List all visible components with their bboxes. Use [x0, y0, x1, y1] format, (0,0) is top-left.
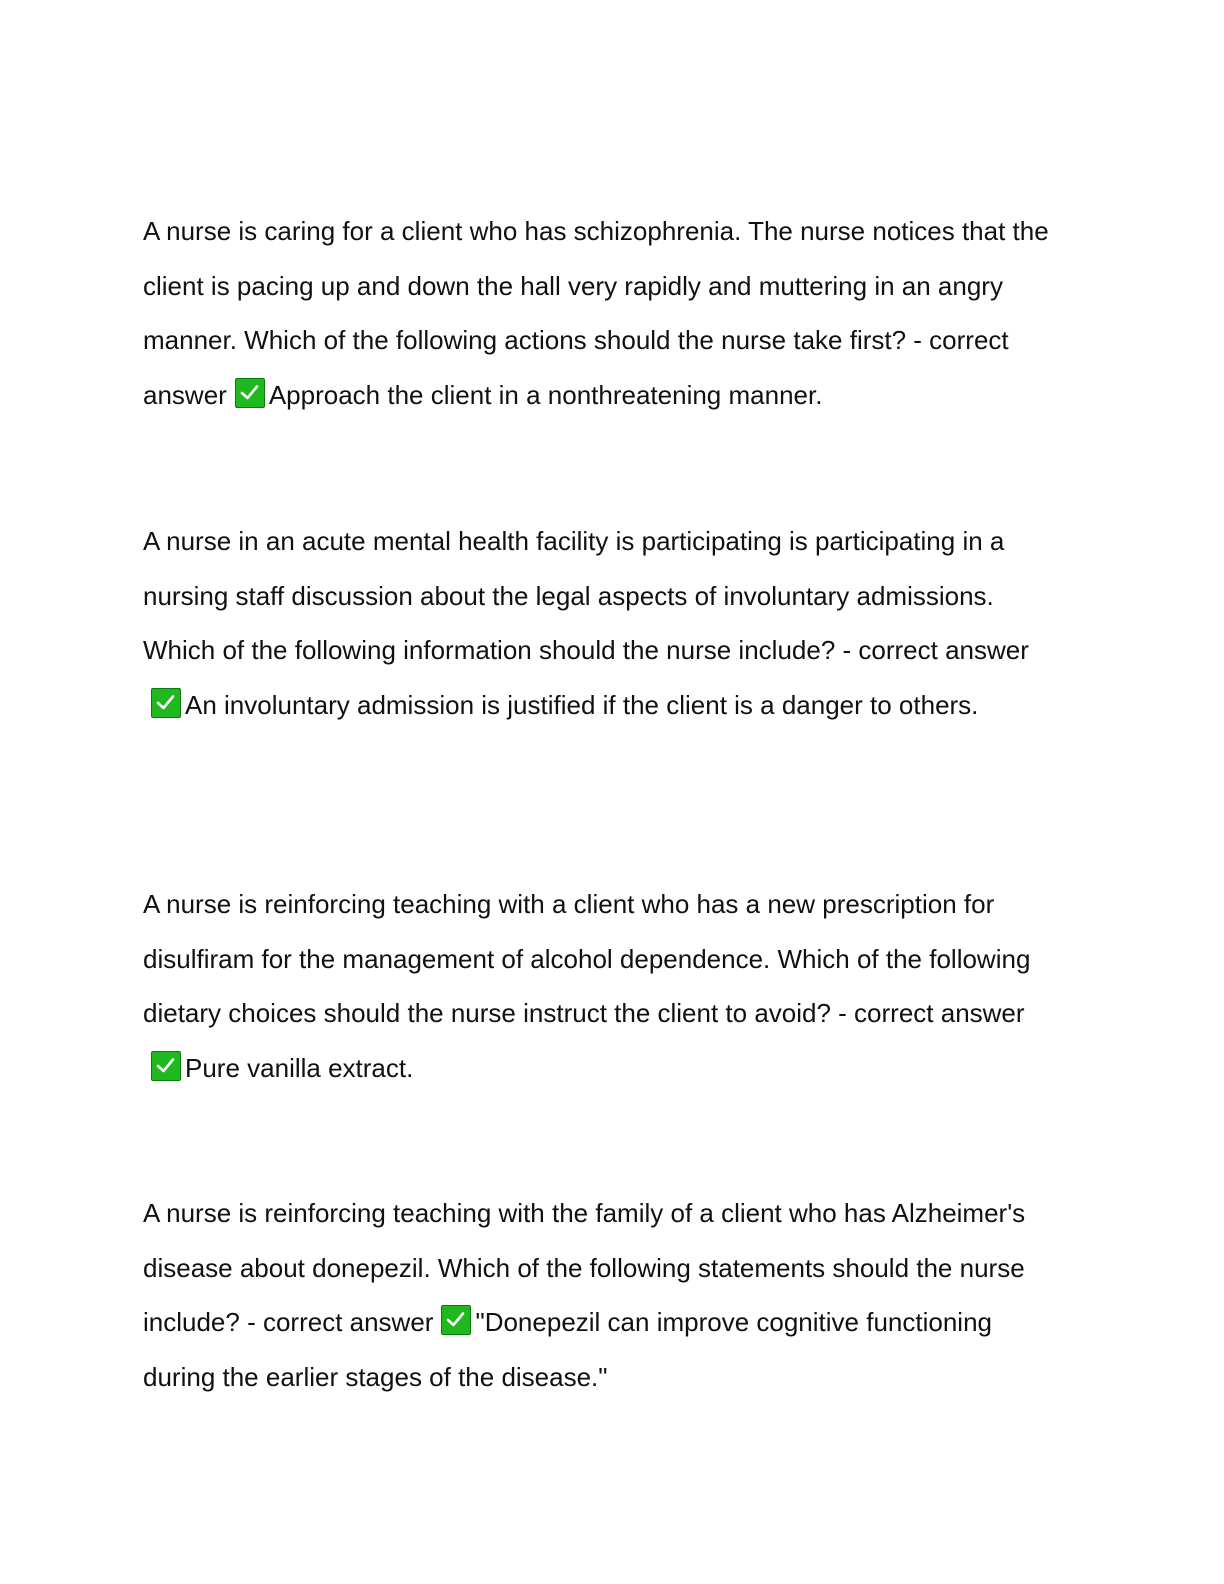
check-mark-icon [235, 378, 265, 408]
question-block [143, 204, 1063, 422]
check-mark-icon [151, 1051, 181, 1081]
question-block [143, 1186, 1063, 1404]
check-mark-icon [441, 1305, 471, 1335]
question-text: A nurse is reinforcing teaching with a client who has a new prescription for disulfiram for the management of alcohol dependence. Which of the following dietary choices should the nurse instruct the client to avoid? - correct answer [143, 889, 1031, 1028]
question-text: A nurse is reinforcing teaching with the family of a client who has Alzheimer's disease about donepezil. Which of the following statements should the nurse include? - correct answer [143, 1198, 1026, 1337]
check-mark-icon [151, 688, 181, 718]
answer-text: An involuntary admission is justified if the client is a danger to others. [185, 689, 979, 720]
answer-text: Approach the client in a nonthreatening manner. [268, 379, 823, 410]
answer-text: "Donepezil can improve cognitive functioning during the earlier stages of the disease." [143, 1307, 992, 1392]
question-text: A nurse in an acute mental health facility is participating is participating in a nursing staff discussion about the legal aspects of involuntary admissions. Which of the following information should the nurse include? - correct answer [143, 526, 1029, 665]
question-text: A nurse is caring for a client who has schizophrenia. The nurse notices that the client is pacing up and down the hall very rapidly and muttering in an angry manner. Which of the following actions should the nurse take first? - correct answer [143, 216, 1049, 410]
question-block [143, 514, 1063, 732]
answer-text: Pure vanilla extract. [185, 1052, 414, 1083]
question-block [143, 877, 1063, 1095]
